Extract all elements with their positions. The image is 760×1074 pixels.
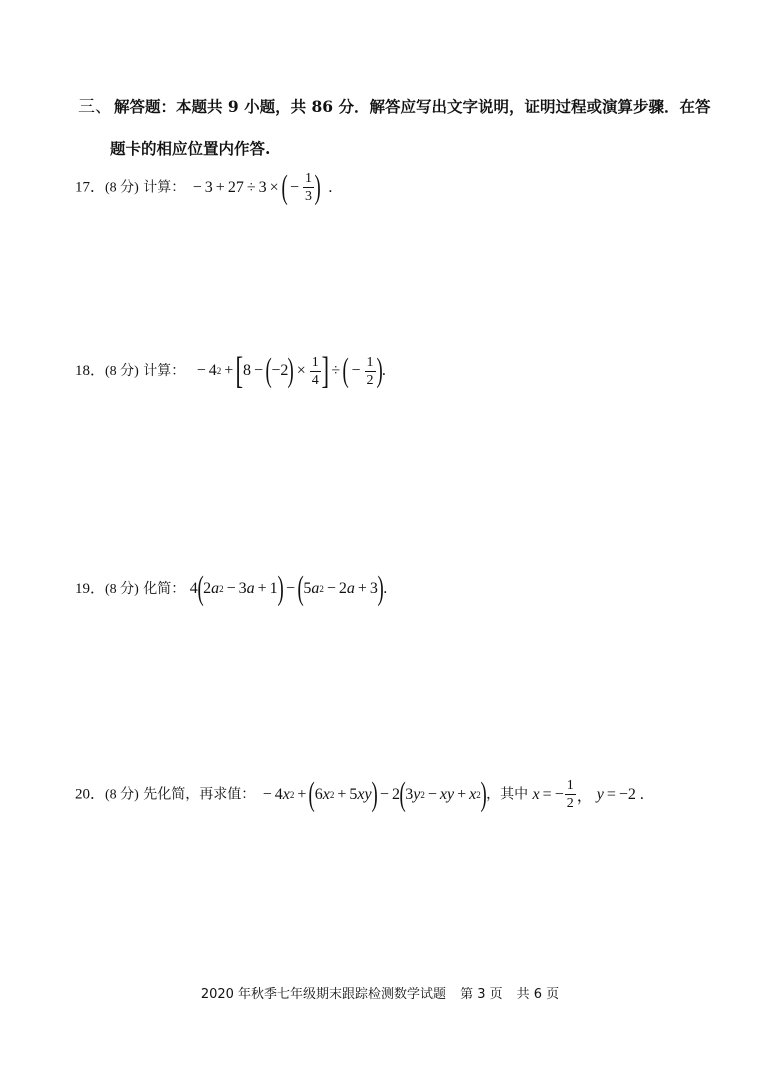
problem-points: (8 分)	[105, 180, 139, 196]
condition-prefix: ，其中	[486, 786, 529, 803]
math-expression: − 3 + 27 ÷ 3 × ( − $\frac{1}{3}$ ) .	[192, 168, 333, 206]
footer-page-current: 第 3 页	[460, 987, 503, 1002]
problem-points: (8 分)	[105, 582, 139, 597]
math-condition: x = − $\frac{1}{2}$ ， y = −2 .	[532, 778, 644, 811]
problem-number: 18．	[75, 363, 106, 379]
section-title-line1: 解答题：本题共 9 小题，共 86 分．解答应写出文字说明，证明过程或演算步骤．在答	[114, 97, 711, 116]
problem-number: 20．	[75, 786, 106, 803]
section-title-line2: 题卡的相应位置内作答.	[110, 139, 271, 158]
problem-instruction: 化简：	[143, 581, 186, 597]
section-heading	[78, 86, 718, 170]
problem-20	[75, 777, 644, 812]
problem-19	[75, 572, 387, 606]
section-number: 三、	[78, 97, 112, 117]
problem-instruction: 计算：	[143, 363, 186, 379]
problem-instruction: 先化简，再求值：	[143, 786, 256, 803]
footer-page-total: 共 6 页	[516, 987, 560, 1002]
problem-number: 17．	[75, 179, 106, 196]
problem-points: (8 分)	[105, 787, 139, 803]
problem-17	[75, 170, 332, 205]
footer-title: 2020 年秋季七年级期末跟踪检测数学试题	[200, 987, 447, 1002]
math-expression: 4 ( 2 a 2 − 3 a + 1 ) − ( 5 a 2 − 2 a + 3 ) .	[189, 570, 388, 607]
problem-number: 19．	[75, 581, 106, 597]
page-footer	[0, 983, 760, 1002]
problem-18	[75, 352, 386, 390]
math-expression: − 4 2 + [ 8 − ( −2 ) × $\frac{1}{4}$ ] ÷ ( − $\frac{1}{2}$ ) .	[196, 350, 386, 392]
problem-points: (8 分)	[105, 364, 139, 379]
math-expression: − 4 x 2 + ( 6 x 2 + 5 xy ) − 2 ( 3 y 2 − xy + x 2 )	[262, 775, 487, 813]
problem-instruction: 计算：	[143, 179, 186, 196]
